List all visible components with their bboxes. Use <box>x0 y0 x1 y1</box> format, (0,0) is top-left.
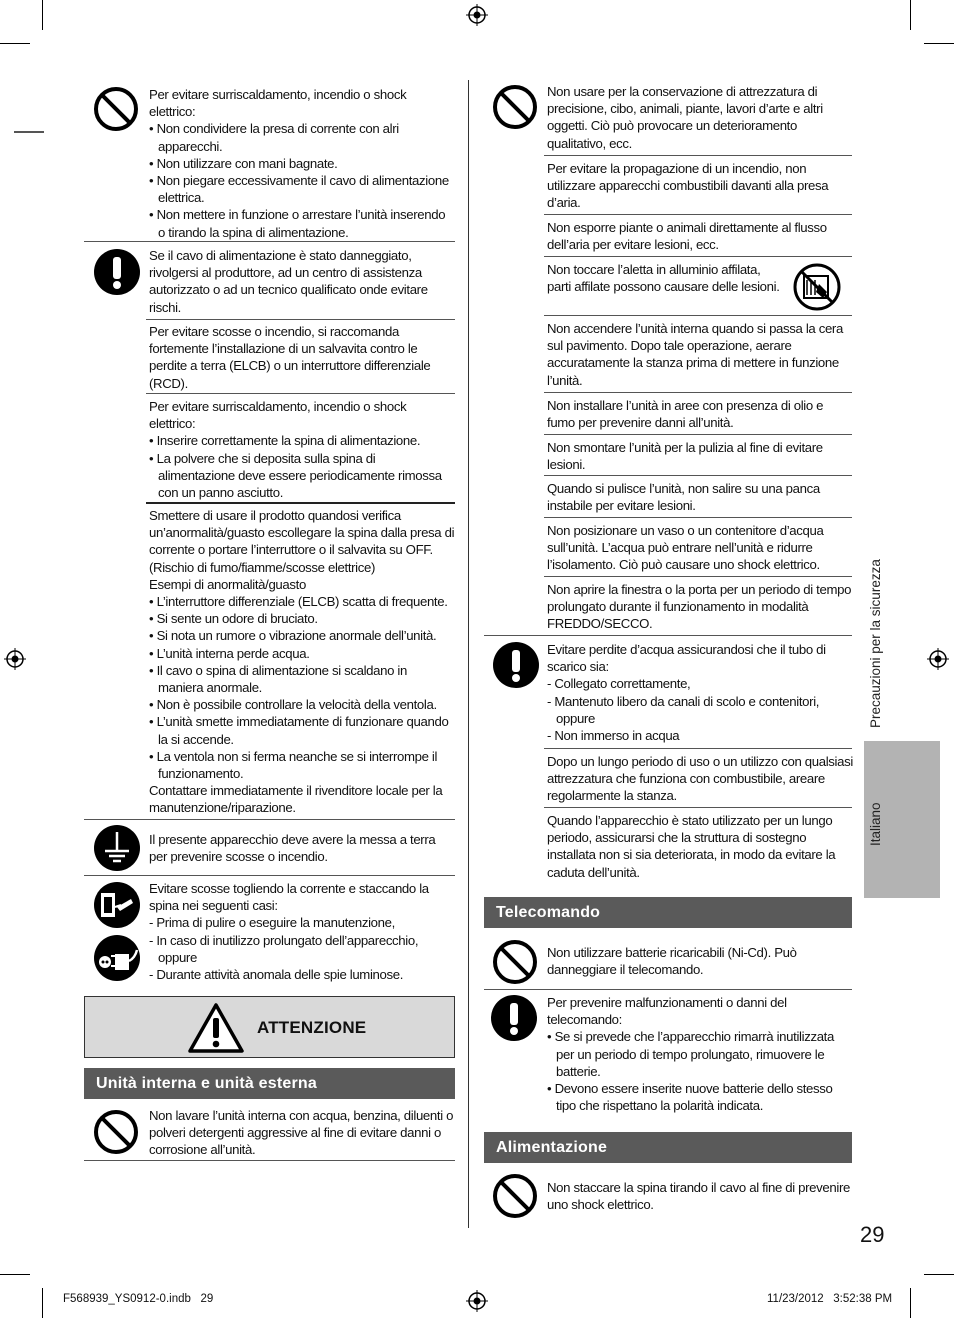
divider <box>84 819 455 820</box>
divider <box>544 576 852 577</box>
prohibition-icon <box>492 1173 538 1219</box>
ground-icon <box>93 824 141 872</box>
unplug-icon <box>93 881 141 929</box>
no-pull-cable-text: Non staccare la spina tirando il cavo al fine di prevenire uno shock elettrico. <box>547 1180 850 1213</box>
no-wash-text: Non lavare l’unità interna con acqua, benzina, diluenti o polveri detergenti aggressive al fine di evitare danni o corrosione all’unità. <box>149 1108 454 1158</box>
section-header-power: Alimentazione <box>484 1132 852 1163</box>
divider <box>544 214 852 215</box>
divider <box>146 502 455 504</box>
footer-timestamp: 11/23/2012 3:52:38 PM <box>767 1293 893 1305</box>
mandatory-exclamation-icon <box>93 248 141 296</box>
divider <box>484 635 852 636</box>
crop-mark <box>42 1288 43 1318</box>
registration-mark-icon <box>466 1290 488 1312</box>
ground-text: Il presente apparecchio deve avere la messa a terra per prevenire scosse o incendio. <box>149 832 436 865</box>
mandatory-abnormal-text: Smettere di usare il prodotto quandosi verifica un’anormalità/guasto escollegare la spina dalla presa di corrente o portare l’interruttore o il salvavita su OFF. (Rischio di fumo/fiamme/scosse elettrice) Esempi di anormalità/guasto • L’interruttore differenziale (ELCB) scatta di frequente. • Si sente un odore di bruciato. • Si nota un rumore o vibrazione anormale dell’unità. • L’unità interna perde acqua. • Il cavo o spina di alimentazione si scaldano in maniera anormale. • Non è possibile controllare la velocità della ventola. • L’unità smette immediatamente di funzionare quando la si accende. • La ventola non si ferma neanche se si interrompe il funzionamento. Contattare immediatamente il rivenditore locale per la manutenzione/riparazione. <box>149 508 455 816</box>
divider <box>544 434 852 435</box>
prohibit-window-text: Non aprire la finestra o la porta per un periodo di tempo prolungato durante il funzionamento in modalità FREDDO/SECCO. <box>547 582 852 632</box>
divider <box>544 315 852 316</box>
no-touch-fin-icon <box>792 262 842 312</box>
structure-text: Quando l’apparecchio è stato utilizzato per un lungo periodo, assicurarsi che la struttura di sostegno installata non si sia deteriorata, in modo da evitare la caduta dell’unità. <box>547 813 836 880</box>
registration-mark-icon <box>927 648 949 670</box>
crop-mark <box>924 43 954 44</box>
drain-text: Evitare perdite d’acqua assicurandosi che il tubo di scarico sia: - Collegato correttamente, - Mantenuto libero da canali di scolo e contenitori, oppure - Non immerso in acqua <box>547 642 826 744</box>
divider <box>544 475 852 476</box>
crop-mark <box>0 43 30 44</box>
divider <box>84 241 455 242</box>
crop-mark <box>910 0 911 30</box>
mandatory-cable-damage-text: Se il cavo di alimentazione è stato danneggiato, rivolgersi al produttore, ad un centro di assistenza autorizzato o ad un tecnico qualificato onde evitare rischi. <box>149 248 428 315</box>
divider <box>544 807 852 808</box>
prohibit-wax-text: Non accendere l’unità interna quando si passa la cera sul pavimento. Dopo tale operazione, aerare accuratamente la stanza prima di mettere in funzione l’unità. <box>547 321 843 388</box>
divider <box>544 256 852 257</box>
prohibit-airflow-text: Non esporre piante o animali direttamente al flusso dell’aria per evitare lesioni, ecc. <box>547 220 827 253</box>
language-tab-label: Italiano <box>868 802 883 846</box>
divider <box>544 517 852 518</box>
divider <box>84 875 455 876</box>
prohibition-icon <box>93 86 139 132</box>
prohibition-icon <box>492 84 538 130</box>
section-header-remote: Telecomando <box>484 897 852 928</box>
divider <box>84 1160 455 1161</box>
page-number: 29 <box>860 1222 885 1247</box>
registration-mark-icon <box>466 4 488 26</box>
registration-mark-icon <box>4 648 26 670</box>
crop-mark <box>910 1288 911 1318</box>
crop-mark <box>0 1274 30 1275</box>
prohibit-vase-text: Non posizionare un vaso o un contenitore d’acqua sull’unità. L’acqua può entrare nell’unità e ridurre l’isolamento. Ciò può causare uno shock elettrico. <box>547 523 824 573</box>
column-divider <box>468 80 469 1228</box>
unplug-text: Evitare scosse togliendo la corrente e staccando la spina nei seguenti casi: - Prima di pulire o eseguire la manutenzione, - In caso di inutilizzo prolungato dell’apparecchio, oppure - Durante attività anomala delle spie luminose. <box>149 881 429 983</box>
caution-label: ATTENZIONE <box>257 1018 367 1037</box>
crop-mark <box>924 1274 954 1275</box>
divider <box>544 392 852 393</box>
prohibit-disassemble-text: Non smontare l’unità per la pulizia al fine di evitare lesioni. <box>547 440 823 473</box>
no-ni-cd-text: Non utilizzare batterie ricaricabili (Ni-Cd). Può danneggiare il telecomando. <box>547 945 797 978</box>
caution-triangle-icon <box>187 1002 245 1054</box>
disconnect-plug-icon <box>93 934 141 982</box>
mandatory-plug-text: Per evitare surriscaldamento, incendio o shock elettrico: • Inserire correttamente la spina di alimentazione. • La polvere che si deposita sulla spina di alimentazione deve essere periodicamente rimossa con un panno asciutto. <box>149 399 442 501</box>
remote-mandatory-text: Per prevenire malfunzionamenti o danni del telecomando: • Se si prevede che l’apparecchio rimarrà inutilizzata per un periodo di tempo prolungato, rimuovere le batterie. • Devono essere inserite nuove batterie dello stesso tipo che rispettano la polarità indicata. <box>547 995 834 1114</box>
mandatory-exclamation-icon <box>490 994 538 1042</box>
prohibit-fin-text: Non toccare l’aletta in alluminio affilata, parti affilate possono causare delle lesioni. <box>547 262 780 295</box>
prohibit-storage-text: Non usare per la conservazione di attrezzatura di precisione, cibo, animali, piante, lavori d’arte e altri oggetti. Ciò può provocare un deterioramento qualitativo, ecc. <box>547 84 823 151</box>
divider <box>544 155 852 156</box>
prohibit-combustible-text: Per evitare la propagazione di un incendio, non utilizzare apparecchi combustibili davanti alla presa d’aria. <box>547 161 829 211</box>
mandatory-exclamation-icon <box>492 641 540 689</box>
divider <box>544 748 852 749</box>
divider <box>484 989 852 990</box>
prohibit-bench-text: Quando si pulisce l’unità, non salire su una panca instabile per evitare lesioni. <box>547 481 820 514</box>
divider <box>146 393 455 394</box>
footer-file: F568939_YS0912-0.indb 29 <box>63 1293 214 1305</box>
mandatory-elcb-text: Per evitare scosse o incendio, si raccomanda fortemente l’installazione di un salvavita contro le perdite a terra (ELCB) o un interruttore differenziale (RCD). <box>149 324 431 391</box>
divider <box>146 319 455 320</box>
crop-mark <box>14 131 44 133</box>
caution-box <box>84 996 455 1058</box>
prohibit-power-text: Per evitare surriscaldamento, incendio o shock elettrico: • Non condividere la presa di corrente con alri apparecchi. • Non utilizzare con mani bagnate. • Non piegare eccessivamente il cavo di alimentazione elettrica. • Non mettere in funzione o arrestare l’unità inserendo o tirando la spina di alimentazione. <box>149 87 449 240</box>
ventilate-text: Dopo un lungo periodo di uso o un utilizzo con qualsiasi attrezzatura che funziona con combustibile, areare regolarmente la stanza. <box>547 754 853 804</box>
prohibition-icon <box>93 1109 139 1155</box>
side-section-label: Precauzioni per la sicurezza <box>868 559 883 728</box>
crop-mark <box>42 0 43 30</box>
prohibit-oil-text: Non installare l’unità in aree con presenza di olio e fumo per prevenire danni all’unità. <box>547 398 824 431</box>
section-header-units: Unità interna e unità esterna <box>84 1068 455 1099</box>
prohibition-icon <box>492 939 538 985</box>
